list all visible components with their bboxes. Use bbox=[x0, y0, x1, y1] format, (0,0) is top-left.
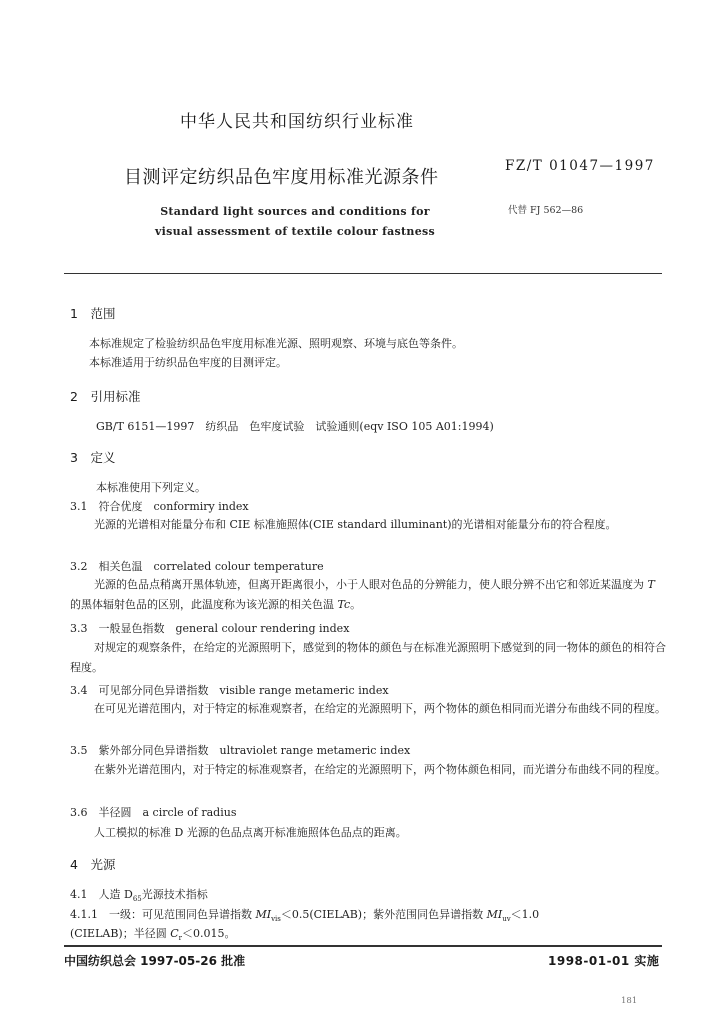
definition-3-5-text: 在紫外光谱范围内，对于特定的标准观察者，在给定的光源照明下，两个物体颜色相同，而光谱分布曲线不同的程度。 bbox=[94, 763, 666, 776]
header-divider bbox=[64, 273, 662, 274]
variable-t: T bbox=[647, 578, 655, 591]
definition-3-6-heading: 3.6 半径圆 a circle of radius bbox=[70, 806, 237, 819]
definition-3-1-text: 光源的光谱相对能量分布和 CIE 标准施照体(CIE standard illuminant)的光谱相对能量分布的符合程度。 bbox=[94, 518, 617, 531]
section-3-intro: 本标准使用下列定义。 bbox=[96, 481, 206, 494]
effective-date: 1998-01-01 实施 bbox=[548, 954, 660, 968]
definition-3-2-heading: 3.2 相关色温 correlated colour temperature bbox=[70, 560, 324, 573]
definition-3-1-heading: 3.1 符合优度 conformiry index bbox=[70, 500, 249, 513]
section-2-heading: 2 引用标准 bbox=[70, 389, 141, 404]
section-3-heading: 3 定义 bbox=[70, 450, 116, 465]
issued-date: 中国纺织总会 1997-05-26 批准 bbox=[64, 954, 246, 968]
replaces-note: 代替 FJ 562—86 bbox=[508, 205, 584, 216]
definition-3-3-heading: 3.3 一般显色指数 general colour rendering index bbox=[70, 622, 350, 635]
page-number: 181 bbox=[621, 996, 638, 1006]
definition-3-5-heading: 3.5 紫外部分同色异谱指数 ultraviolet range metameric index bbox=[70, 744, 411, 757]
definition-3-2-text: 光源的色品点稍离开黑体轨迹，但离开距离很小，小于人眼对色品的分辨能力，使人眼分辨不出它和邻近某温度为 T 的黑体辐射色品的区别，此温度称为该光源的相关色温 Tc。 bbox=[70, 578, 655, 611]
section-1-paragraph-1: 本标准规定了检验纺织品色牢度用标准光源、照明观察、环境与底色等条件。 bbox=[89, 337, 463, 350]
standard-number: FZ/T 01047—1997 bbox=[505, 158, 655, 174]
definition-3-4-heading: 3.4 可见部分同色异谱指数 visible range metameric index bbox=[70, 684, 389, 697]
document-title: 目测评定纺织品色牢度用标准光源条件 bbox=[124, 167, 439, 188]
clause-4-1-1-line-2: (CIELAB)；半径圆 $C_r<0.015$。 bbox=[70, 927, 236, 943]
org-title: 中华人民共和国纺织行业标准 bbox=[180, 112, 414, 132]
definition-3-6-text: 人工模拟的标准 D 光源的色品点离开标准施照体色品点的距离。 bbox=[94, 826, 407, 839]
section-1-heading: 1 范围 bbox=[70, 306, 116, 321]
clause-4-1: 4.1 人造 $D_{65}$光源技术指标 bbox=[70, 888, 208, 904]
variable-tc: Tc bbox=[337, 598, 351, 611]
english-title-line-1: Standard light sources and conditions for bbox=[160, 205, 430, 218]
english-title-line-2: visual assessment of textile colour fastness bbox=[154, 225, 436, 238]
section-1-paragraph-2: 本标准适用于纺织品色牢度的目测评定。 bbox=[89, 356, 287, 369]
definition-3-3-text: 对规定的观察条件，在给定的光源照明下，感觉到的物体的颜色与在标准光源照明下感觉到的同一物体的颜色的相符合程度。 bbox=[70, 641, 666, 674]
footer-divider bbox=[64, 945, 662, 947]
section-4-heading: 4 光源 bbox=[70, 857, 116, 872]
clause-4-1-1-line-1: 4.1.1 一级：可见范围同色异谱指数 $MI_{vis}<0.5(CIELAB)$；紫外范围同色异谱指数 $MI_{uv}<1.0$ bbox=[70, 908, 540, 924]
section-2-reference: GB/T 6151—1997 纺织品 色牢度试验 试验通则(eqv ISO 105 A01:1994) bbox=[96, 420, 494, 433]
definition-3-4-text: 在可见光谱范围内，对于特定的标准观察者，在给定的光源照明下，两个物体的颜色相同而光谱分布曲线不同的程度。 bbox=[94, 702, 666, 715]
